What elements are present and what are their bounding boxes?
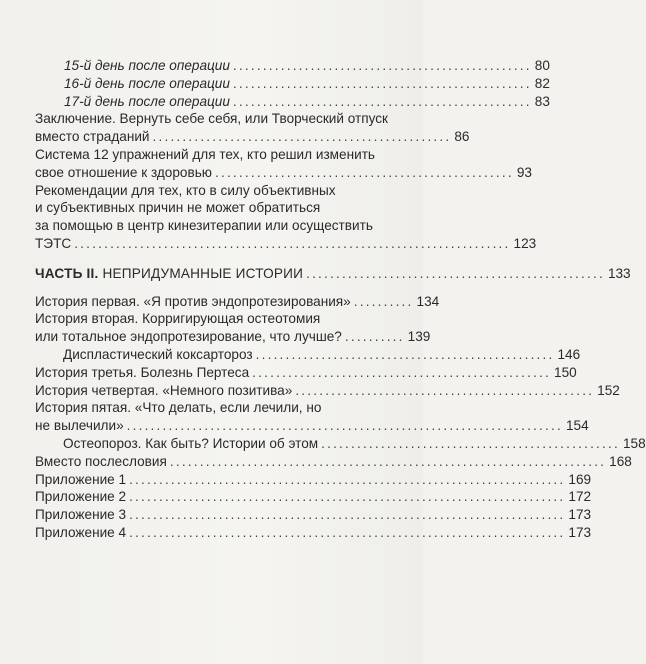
toc-entry-appendix-2 (35, 488, 592, 506)
toc-page-number: 173 (568, 524, 592, 540)
toc-page-number: 146 (557, 346, 581, 362)
toc-entry-title: 15-й день после операции (64, 58, 230, 73)
leader-dots: .................................................. (252, 364, 552, 380)
toc-entry-system (35, 146, 532, 182)
leader-dots: ......................................................................... (169, 453, 607, 469)
leader-dots: .................................................. (152, 129, 452, 145)
toc-entry-title-line: за помощью в центр кинезитерапии или осуществить (35, 218, 373, 234)
toc-page-number: 158 (622, 435, 646, 451)
toc-entry-title: Вместо послесловия (35, 453, 167, 469)
toc-page-number: 83 (534, 93, 550, 109)
toc-page-number: 150 (554, 364, 577, 380)
toc-entry-day-17 (35, 93, 550, 111)
toc-entry-appendix-4 (35, 524, 592, 542)
leader-dots: .................................................. (232, 58, 532, 73)
toc-page-number: 154 (565, 418, 589, 434)
toc-entry-title: Приложение 2 (35, 489, 127, 505)
toc-entry-story-5 (35, 399, 589, 435)
toc-entry-osteoporosis (35, 435, 646, 453)
toc-page-number: 86 (454, 129, 470, 145)
leader-dots: ......................................................................... (74, 235, 511, 251)
toc-entry-title-last: не вылечили» (35, 418, 124, 434)
toc-page-number: 93 (516, 164, 532, 180)
toc-entry-title-last: вместо страданий (35, 129, 150, 145)
leader-dots: ......................................................................... (129, 524, 566, 540)
leader-dots: .................................................. (232, 93, 532, 109)
toc-entry-story-3 (35, 364, 577, 382)
toc-entry-title: 17-й день после операции (64, 93, 230, 109)
toc-page-number: 152 (597, 382, 620, 398)
leader-dots: .................................................. (295, 382, 595, 398)
leader-dots: .................................................. (255, 346, 555, 362)
toc-page-number: 123 (513, 235, 537, 251)
toc-entry-title: Приложение 4 (35, 524, 127, 540)
leader-dots: ......................................................................... (129, 507, 566, 523)
toc-entry-appendix-1 (35, 471, 592, 489)
toc-entry-title: История третья. Болезнь Пертеса (35, 364, 250, 380)
leader-dots: ......................................................................... (129, 471, 566, 487)
toc-entry-conclusion (35, 110, 470, 146)
leader-dots: ......................................................................... (129, 489, 566, 505)
toc-entry-title: 16-й день после операции (64, 75, 230, 91)
toc-entry-story-4 (35, 382, 620, 400)
toc-entry-title-line: Система 12 упражнений для тех, кто решил изменить (35, 146, 375, 162)
part-title: НЕПРИДУМАННЫЕ ИСТОРИИ (102, 265, 304, 281)
leader-dots: ......................................................................... (126, 418, 563, 434)
toc-entry-title: Приложение 1 (35, 471, 127, 487)
toc-entry-day-16 (35, 75, 550, 93)
toc-entry-title: Диспластический коксартороз (63, 346, 253, 362)
leader-dots: .................................................. (306, 265, 605, 281)
toc-page-number: 169 (568, 471, 592, 487)
toc-entry-recommendations (35, 182, 537, 253)
toc-entry-title-line: История вторая. Корригирующая остеотомия (35, 311, 321, 327)
leader-dots: .................................................. (321, 435, 620, 451)
toc-entry-title: История первая. «Я против эндопротезирования» (35, 293, 351, 309)
toc-entry-title-line: Заключение. Вернуть себе себя, или Творческий отпуск (35, 111, 388, 127)
toc-entry-title: Остеопороз. Как быть? Истории об этом (63, 435, 319, 451)
toc-entry-day-15 (35, 57, 550, 75)
toc-page-number: 80 (534, 58, 550, 73)
leader-dots: .......... (353, 293, 414, 309)
leader-dots: .................................................. (232, 75, 532, 91)
toc-entry-story-1 (35, 293, 440, 311)
toc-entry-title-last: или тотальное эндопротезирование, что лучше? (35, 329, 342, 345)
toc-entry-title-last: ТЭТС (35, 235, 72, 251)
toc-entry-appendix-3 (35, 506, 592, 524)
leader-dots: .................................................. (215, 164, 514, 180)
toc-page-number: 133 (607, 265, 631, 281)
toc-entry-dysplastic (35, 346, 581, 364)
toc-page-number: 134 (416, 293, 440, 309)
toc-entry-title-line: История пятая. «Что делать, если лечили, но (35, 400, 322, 416)
table-of-contents (35, 57, 646, 542)
toc-entry-afterword (35, 453, 632, 471)
toc-page-number: 172 (568, 489, 592, 505)
toc-page-number: 168 (609, 453, 632, 469)
toc-page-number: 139 (407, 329, 431, 345)
toc-part-heading (35, 265, 631, 283)
toc-entry-title-line: и субъективных причин не может обратиться (35, 200, 321, 216)
toc-entry-title-line: Рекомендации для тех, кто в силу объективных (35, 182, 336, 198)
leader-dots: .......... (344, 329, 405, 345)
toc-page-number: 173 (568, 507, 592, 523)
toc-entry-title: Приложение 3 (35, 507, 127, 523)
toc-entry-title: История четвертая. «Немного позитива» (35, 382, 293, 398)
toc-page-number: 82 (534, 75, 550, 91)
part-label: ЧАСТЬ II. (35, 265, 99, 281)
toc-entry-story-2 (35, 310, 431, 346)
toc-entry-title-last: свое отношение к здоровью (35, 164, 212, 180)
